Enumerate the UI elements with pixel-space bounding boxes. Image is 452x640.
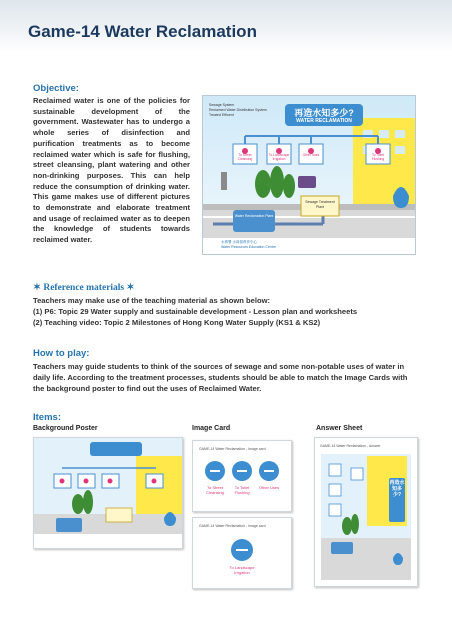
poster-legend (209, 103, 267, 118)
reference-item-2: (2) Teaching video: Topic 2 Milestones of Hong Kong Water Supply (KS1 & KS2) (33, 318, 321, 327)
legend-item: Treated Effluent (209, 113, 234, 117)
poster-thumbnail-art (34, 438, 182, 548)
image-card-icons (193, 441, 291, 511)
image-card-use: To Street Cleansing (206, 485, 224, 495)
poster-footer (221, 240, 276, 249)
poster-footer-en: Water Resources Education Centre (221, 244, 276, 249)
how-to-play-heading: How to play: (33, 348, 90, 359)
item-label-image-card: Image Card (192, 425, 231, 432)
reference-heading: ✶ Reference materials ✶ (33, 283, 135, 293)
image-card-thumbnail-2 (192, 517, 292, 589)
objective-heading: Objective: (33, 83, 79, 94)
how-to-play-text: Teachers may guide students to think of the sources of sewage and some non-potable uses of water in daily life. According to the treatment processes, students should be able to match the Image Cards with the background poster to find out the uses of Reclaimed Water. (33, 362, 408, 393)
reference-intro: Teachers may make use of the teaching material as shown below: (33, 296, 271, 305)
image-card-use: To Landscape Irrigation (229, 565, 255, 575)
poster-card-label: To Toilet Flushing (371, 153, 385, 161)
image-card-use: Other Uses (258, 485, 280, 490)
item-label-poster: Background Poster (33, 425, 98, 432)
background-poster-thumbnail (33, 437, 183, 549)
answer-sheet-thumbnail (314, 437, 418, 587)
item-label-answer-sheet: Answer Sheet (316, 425, 363, 432)
poster-title-en: WATER RECLAMATION (296, 118, 352, 124)
water-reclamation-poster (202, 95, 416, 255)
poster-title-cn: 再造水知多少? (294, 108, 354, 118)
poster-sewage-label: Sewage Treatment Plant (305, 200, 335, 209)
answer-sheet-header: GAME-14 Water Reclamation - Answer (320, 444, 381, 448)
poster-footer-cn: 水務署 水資源教育中心 (221, 240, 257, 244)
image-card-header: GAME-14 Water Reclamation - Image card (199, 447, 266, 451)
legend-item: Sewage System (209, 103, 235, 107)
poster-card-label: Other Uses (302, 153, 320, 157)
reference-text (33, 295, 357, 328)
answer-sheet-title-cn: 再造水知多少? (389, 480, 405, 498)
image-card-thumbnail-1 (192, 440, 292, 512)
answer-sheet-art (315, 438, 417, 586)
page-title: Game-14 Water Reclamation (28, 22, 257, 41)
reference-item-1: (1) P6: Topic 29 Water supply and sustainable development - Lesson plan and worksheets (33, 307, 358, 316)
legend-item: Reclaimed Water Distribution System (209, 108, 267, 112)
objective-text: Reclaimed water is one of the policies for sustainable development of the government. Wastewater has to undergo a whole series of disinfection and purification treatments as to become reclaimed water which is safe for flushing, street cleansing, plant watering and other non-drinking purposes. This can help reduce the consumption of drinking water. This game makes use of different pictures to demonstrate and elaborate treatment and usage of reclaimed water as to deepen the knowledge of students towards reclaimed water. (33, 96, 190, 245)
poster-card-label: To Landscape Irrigation (268, 153, 290, 161)
image-card-use: To Toilet Flushing (234, 485, 250, 495)
image-card-header: GAME-14 Water Reclamation - Image card (199, 524, 266, 528)
poster-card-label: To Street Cleansing (237, 153, 253, 161)
items-heading: Items: (33, 412, 61, 423)
image-card-icon-2 (193, 518, 291, 588)
poster-plant-label: Water Reclamation Plant (234, 214, 274, 218)
